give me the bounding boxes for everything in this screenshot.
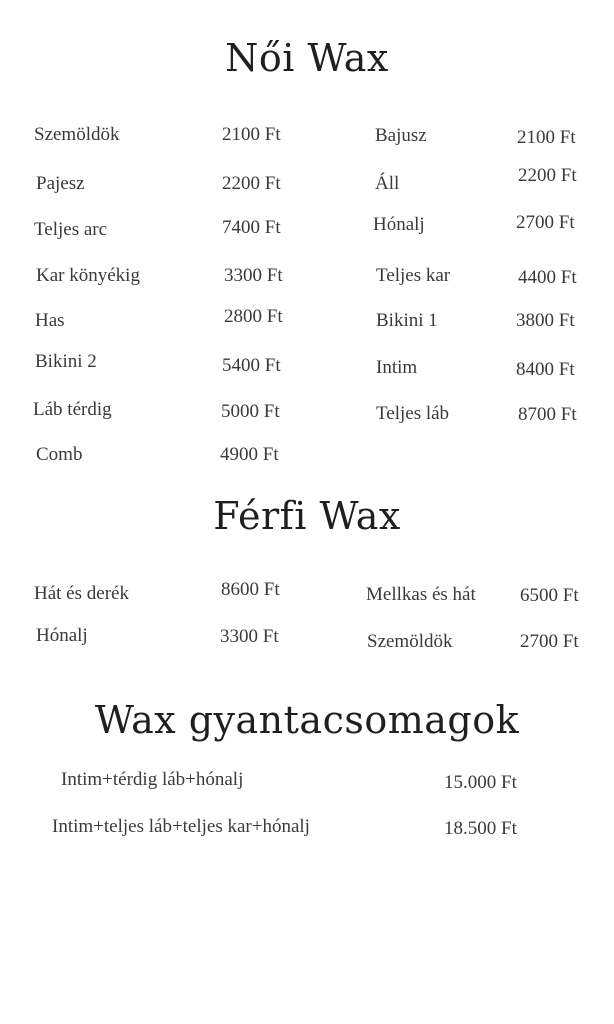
price-item-name: Intim [376, 357, 418, 378]
price-item-name: Bikini 2 [35, 351, 97, 372]
price-item-name: Teljes arc [34, 219, 108, 240]
price-item-price: 2100 Ft [222, 124, 281, 145]
price-item-price: 2100 Ft [517, 127, 576, 148]
price-item-price: 2200 Ft [222, 173, 281, 194]
section-title-ferfi-wax: Férfi Wax [213, 494, 401, 538]
price-item-name: Bajusz [375, 125, 427, 146]
price-item-name: Teljes láb [376, 403, 450, 424]
price-item-name: Teljes kar [376, 265, 451, 286]
section-title-packages: Wax gyantacsomagok [94, 698, 520, 742]
package-name: Intim+térdig láb+hónalj [61, 769, 244, 790]
price-item-price: 2700 Ft [516, 212, 575, 233]
price-item-price: 3300 Ft [224, 265, 283, 286]
price-item-price: 8700 Ft [518, 404, 577, 425]
price-item-price: 8400 Ft [516, 359, 575, 380]
price-item-price: 7400 Ft [222, 217, 281, 238]
price-item-name: Has [35, 310, 65, 331]
price-item-name: Szemöldök [367, 631, 453, 652]
price-item-name: Láb térdig [33, 399, 112, 420]
price-item-price: 3800 Ft [516, 310, 575, 331]
package-name: Intim+teljes láb+teljes kar+hónalj [52, 816, 310, 837]
price-item-price: 5400 Ft [222, 355, 281, 376]
price-item-price: 2200 Ft [518, 165, 577, 186]
price-item-name: Szemöldök [34, 124, 120, 145]
price-item-name: Hát és derék [34, 583, 129, 604]
price-item-price: 8600 Ft [221, 579, 280, 600]
section-title-noi-wax: Női Wax [225, 36, 389, 80]
price-item-name: Áll [375, 173, 400, 194]
price-item-price: 2700 Ft [520, 631, 579, 652]
price-item-price: 4400 Ft [518, 267, 577, 288]
price-item-price: 6500 Ft [520, 585, 579, 606]
price-item-price: 2800 Ft [224, 306, 283, 327]
price-item-price: 5000 Ft [221, 401, 280, 422]
price-item-name: Comb [36, 444, 83, 465]
price-item-name: Hónalj [373, 214, 425, 235]
price-item-name: Mellkas és hát [366, 584, 476, 605]
price-item-name: Bikini 1 [376, 310, 438, 331]
price-item-price: 4900 Ft [220, 444, 279, 465]
price-item-name: Hónalj [36, 625, 88, 646]
price-item-price: 3300 Ft [220, 626, 279, 647]
price-item-name: Pajesz [36, 173, 85, 194]
package-price: 15.000 Ft [444, 772, 517, 793]
price-item-name: Kar könyékig [36, 265, 140, 286]
package-price: 18.500 Ft [444, 818, 517, 839]
